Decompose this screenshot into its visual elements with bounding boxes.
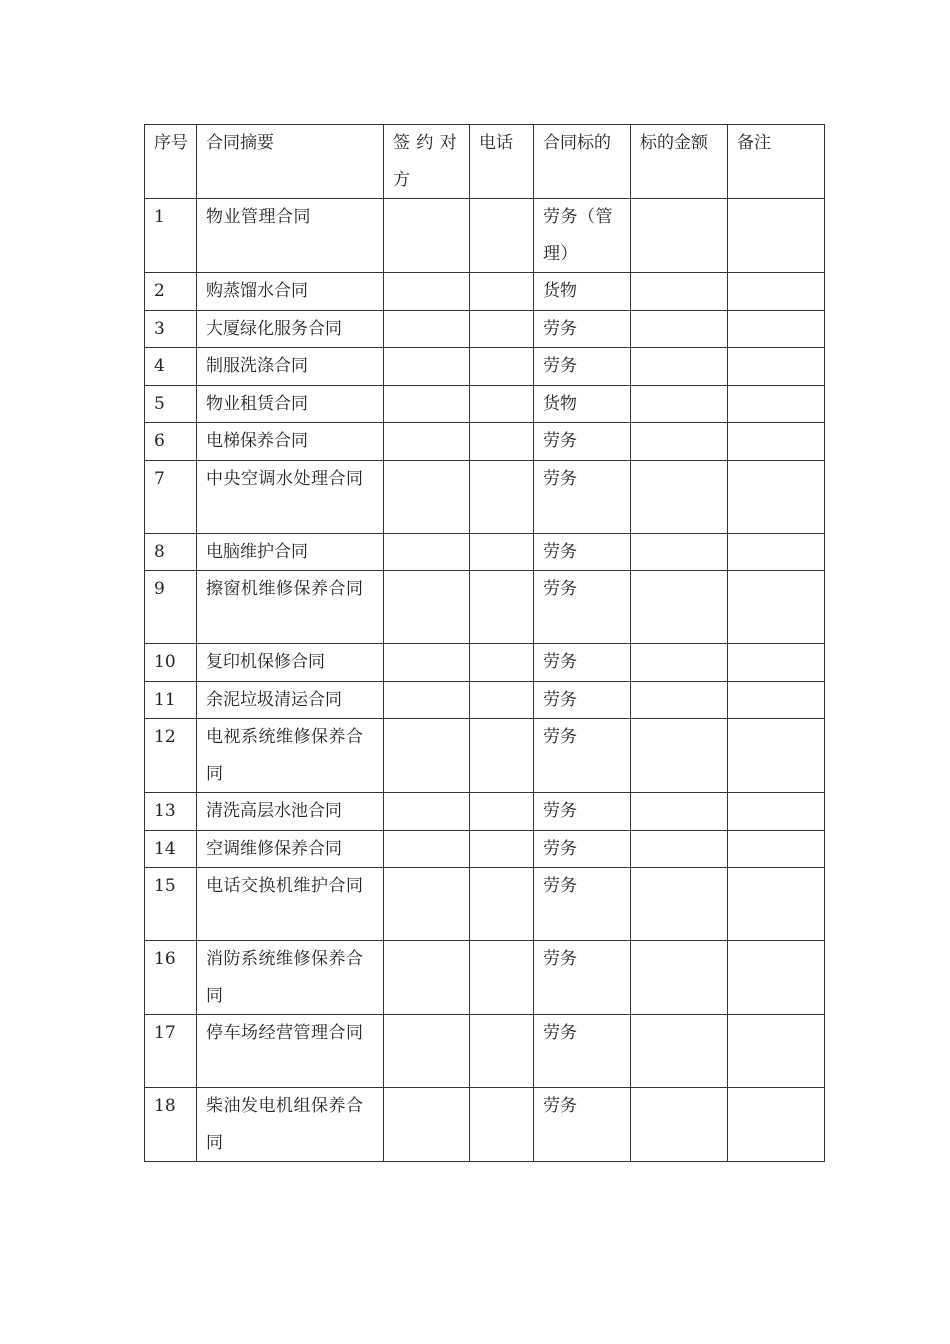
cell-party — [384, 868, 470, 941]
cell-subject: 劳务 — [534, 830, 631, 868]
cell-summary: 擦窗机维修保养合同 — [197, 571, 384, 644]
cell-amount — [631, 681, 728, 719]
cell-remark — [728, 1088, 825, 1162]
cell-no: 3 — [145, 310, 197, 348]
cell-summary: 停车场经营管理合同 — [197, 1015, 384, 1088]
cell-summary: 余泥垃圾清运合同 — [197, 681, 384, 719]
table-row — [145, 681, 825, 719]
cell-phone — [470, 348, 534, 386]
cell-summary: 大厦绿化服务合同 — [197, 310, 384, 348]
cell-phone — [470, 571, 534, 644]
cell-amount — [631, 1015, 728, 1088]
cell-amount — [631, 310, 728, 348]
cell-phone — [470, 719, 534, 793]
cell-party — [384, 719, 470, 793]
cell-party — [384, 460, 470, 533]
cell-party — [384, 385, 470, 423]
cell-party — [384, 348, 470, 386]
cell-remark — [728, 1015, 825, 1088]
cell-summary: 电梯保养合同 — [197, 423, 384, 461]
cell-no: 4 — [145, 348, 197, 386]
cell-amount — [631, 941, 728, 1015]
cell-subject: 劳务 — [534, 644, 631, 682]
table-row — [145, 1015, 825, 1088]
cell-party — [384, 941, 470, 1015]
cell-phone — [470, 681, 534, 719]
table-row — [145, 644, 825, 682]
cell-amount — [631, 385, 728, 423]
cell-no: 6 — [145, 423, 197, 461]
table-row — [145, 348, 825, 386]
cell-subject: 劳务 — [534, 793, 631, 831]
cell-party — [384, 681, 470, 719]
cell-remark — [728, 460, 825, 533]
cell-phone — [470, 533, 534, 571]
cell-phone — [470, 460, 534, 533]
cell-phone — [470, 310, 534, 348]
cell-party — [384, 571, 470, 644]
cell-subject: 劳务 — [534, 941, 631, 1015]
cell-phone — [470, 1088, 534, 1162]
cell-remark — [728, 719, 825, 793]
cell-remark — [728, 830, 825, 868]
cell-subject: 劳务 — [534, 571, 631, 644]
cell-subject: 劳务 — [534, 460, 631, 533]
cell-amount — [631, 868, 728, 941]
table-row — [145, 1088, 825, 1162]
table-row — [145, 423, 825, 461]
cell-subject: 货物 — [534, 385, 631, 423]
table-row — [145, 273, 825, 311]
cell-phone — [470, 793, 534, 831]
header-summary: 合同摘要 — [197, 125, 384, 199]
table-row — [145, 385, 825, 423]
cell-summary: 电话交换机维护合同 — [197, 868, 384, 941]
cell-party — [384, 830, 470, 868]
cell-summary: 空调维修保养合同 — [197, 830, 384, 868]
table-row — [145, 719, 825, 793]
table-row — [145, 571, 825, 644]
cell-summary: 电脑维护合同 — [197, 533, 384, 571]
table-row — [145, 460, 825, 533]
cell-no: 10 — [145, 644, 197, 682]
header-party: 签 约 对 方 — [384, 125, 470, 199]
cell-summary: 物业管理合同 — [197, 199, 384, 273]
cell-summary: 消防系统维修保养合同 — [197, 941, 384, 1015]
cell-phone — [470, 644, 534, 682]
cell-no: 15 — [145, 868, 197, 941]
cell-no: 11 — [145, 681, 197, 719]
cell-subject: 劳务 — [534, 719, 631, 793]
cell-summary: 物业租赁合同 — [197, 385, 384, 423]
header-phone: 电话 — [470, 125, 534, 199]
cell-no: 17 — [145, 1015, 197, 1088]
cell-subject: 劳务 — [534, 310, 631, 348]
cell-summary: 柴油发电机组保养合同 — [197, 1088, 384, 1162]
cell-amount — [631, 644, 728, 682]
cell-subject: 劳务 — [534, 868, 631, 941]
cell-no: 9 — [145, 571, 197, 644]
cell-no: 7 — [145, 460, 197, 533]
cell-no: 12 — [145, 719, 197, 793]
cell-remark — [728, 385, 825, 423]
cell-amount — [631, 830, 728, 868]
cell-no: 18 — [145, 1088, 197, 1162]
cell-amount — [631, 793, 728, 831]
header-subject: 合同标的 — [534, 125, 631, 199]
header-remark: 备注 — [728, 125, 825, 199]
cell-subject: 劳务 — [534, 423, 631, 461]
cell-phone — [470, 423, 534, 461]
cell-amount — [631, 571, 728, 644]
cell-party — [384, 533, 470, 571]
cell-party — [384, 644, 470, 682]
cell-remark — [728, 273, 825, 311]
cell-remark — [728, 868, 825, 941]
cell-phone — [470, 941, 534, 1015]
cell-party — [384, 199, 470, 273]
cell-subject: 货物 — [534, 273, 631, 311]
cell-amount — [631, 1088, 728, 1162]
cell-summary: 中央空调水处理合同 — [197, 460, 384, 533]
cell-remark — [728, 199, 825, 273]
cell-party — [384, 310, 470, 348]
cell-subject: 劳务 — [534, 681, 631, 719]
cell-no: 5 — [145, 385, 197, 423]
cell-summary: 清洗高层水池合同 — [197, 793, 384, 831]
cell-remark — [728, 644, 825, 682]
cell-phone — [470, 868, 534, 941]
cell-party — [384, 1088, 470, 1162]
cell-no: 2 — [145, 273, 197, 311]
cell-no: 8 — [145, 533, 197, 571]
cell-subject: 劳务 — [534, 348, 631, 386]
cell-subject: 劳务 — [534, 1088, 631, 1162]
cell-amount — [631, 460, 728, 533]
cell-no: 1 — [145, 199, 197, 273]
cell-summary: 复印机保修合同 — [197, 644, 384, 682]
cell-party — [384, 793, 470, 831]
table-header-row — [145, 125, 825, 199]
cell-party — [384, 273, 470, 311]
table-row — [145, 830, 825, 868]
table-row — [145, 199, 825, 273]
cell-remark — [728, 571, 825, 644]
cell-phone — [470, 385, 534, 423]
cell-amount — [631, 533, 728, 571]
cell-remark — [728, 941, 825, 1015]
cell-amount — [631, 719, 728, 793]
cell-subject: 劳务 — [534, 533, 631, 571]
cell-remark — [728, 423, 825, 461]
table-row — [145, 941, 825, 1015]
table-row — [145, 868, 825, 941]
cell-phone — [470, 830, 534, 868]
cell-amount — [631, 199, 728, 273]
cell-amount — [631, 273, 728, 311]
cell-amount — [631, 348, 728, 386]
contracts-table — [144, 124, 825, 1162]
header-amount: 标的金额 — [631, 125, 728, 199]
cell-remark — [728, 348, 825, 386]
table-row — [145, 793, 825, 831]
cell-party — [384, 1015, 470, 1088]
cell-phone — [470, 199, 534, 273]
cell-phone — [470, 1015, 534, 1088]
cell-no: 14 — [145, 830, 197, 868]
table-row — [145, 310, 825, 348]
cell-phone — [470, 273, 534, 311]
header-no: 序号 — [145, 125, 197, 199]
cell-party — [384, 423, 470, 461]
cell-remark — [728, 310, 825, 348]
cell-remark — [728, 681, 825, 719]
cell-remark — [728, 533, 825, 571]
cell-summary: 购蒸馏水合同 — [197, 273, 384, 311]
cell-amount — [631, 423, 728, 461]
cell-subject: 劳务（管理） — [534, 199, 631, 273]
cell-no: 16 — [145, 941, 197, 1015]
cell-summary: 制服洗涤合同 — [197, 348, 384, 386]
cell-summary: 电视系统维修保养合同 — [197, 719, 384, 793]
cell-subject: 劳务 — [534, 1015, 631, 1088]
cell-no: 13 — [145, 793, 197, 831]
cell-remark — [728, 793, 825, 831]
table-row — [145, 533, 825, 571]
